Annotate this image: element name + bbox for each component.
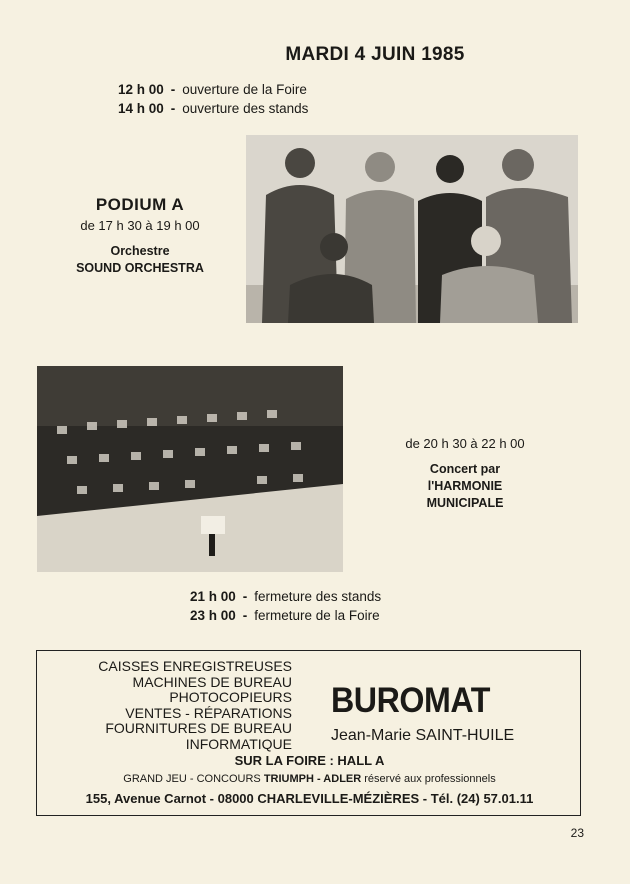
page-title: MARDI 4 JUIN 1985 xyxy=(285,44,465,65)
podium-hours: de 17 h 30 à 19 h 00 xyxy=(80,218,200,233)
closing-row-2 xyxy=(190,608,380,623)
opening-time: 12 h 00 xyxy=(118,82,164,97)
service-item: PHOTOCOPIEURS xyxy=(169,689,292,705)
podium-block xyxy=(40,195,240,277)
closing-time: 23 h 00 xyxy=(190,608,236,623)
opening-row-2 xyxy=(118,101,308,116)
separator: - xyxy=(242,589,248,604)
podium-act-line1: Orchestre xyxy=(110,244,170,258)
contest-suffix: réservé aux professionnels xyxy=(361,773,496,785)
service-item: VENTES - RÉPARATIONS xyxy=(125,704,292,721)
brand-name: BUROMAT xyxy=(331,681,490,720)
podium-name: PODIUM A xyxy=(95,195,185,214)
opening-desc: ouverture des stands xyxy=(182,101,309,116)
owner-name: Jean-Marie SAINT-HUILE xyxy=(331,727,515,744)
orchestra-photo xyxy=(37,366,343,572)
contest-prefix: GRAND JEU - CONCOURS xyxy=(123,773,264,785)
closing-desc: fermeture de la Foire xyxy=(254,608,380,623)
service-item: CAISSES ENREGISTREUSES xyxy=(98,658,292,674)
concert-line2: l'HARMONIE xyxy=(427,479,503,493)
separator: - xyxy=(170,82,176,97)
closing-time: 21 h 00 xyxy=(190,589,236,604)
concert-block xyxy=(380,436,550,512)
page-number: 23 xyxy=(570,826,584,840)
opening-time: 14 h 00 xyxy=(118,101,164,116)
opening-desc: ouverture de la Foire xyxy=(182,82,307,97)
orchestra-photo-image xyxy=(37,366,343,572)
separator: - xyxy=(242,608,248,623)
contest-brands: TRIUMPH - ADLER xyxy=(263,773,362,785)
closing-row-1 xyxy=(190,589,381,604)
service-item: FOURNITURES DE BUREAU xyxy=(105,720,292,736)
podium-act-line2: SOUND ORCHESTRA xyxy=(76,261,204,275)
closing-desc: fermeture des stands xyxy=(254,589,382,604)
services-list xyxy=(37,659,292,752)
service-item: MACHINES DE BUREAU xyxy=(132,673,292,690)
concert-hours: de 20 h 30 à 22 h 00 xyxy=(405,436,525,451)
band-photo-image xyxy=(246,135,578,323)
concert-line3: MUNICIPALE xyxy=(426,496,504,510)
contest-line xyxy=(37,773,582,785)
address-line: 155, Avenue Carnot - 08000 CHARLEVILLE-MÉZIÈRES - Tél. (24) 57.01.11 xyxy=(85,791,534,806)
service-item: INFORMATIQUE xyxy=(185,735,292,752)
separator: - xyxy=(170,101,176,116)
fair-location: SUR LA FOIRE : HALL A xyxy=(234,753,385,768)
concert-line1: Concert par xyxy=(429,462,501,476)
band-photo xyxy=(246,135,578,323)
opening-row-1 xyxy=(118,82,307,97)
buromat-advertisement xyxy=(36,650,581,816)
